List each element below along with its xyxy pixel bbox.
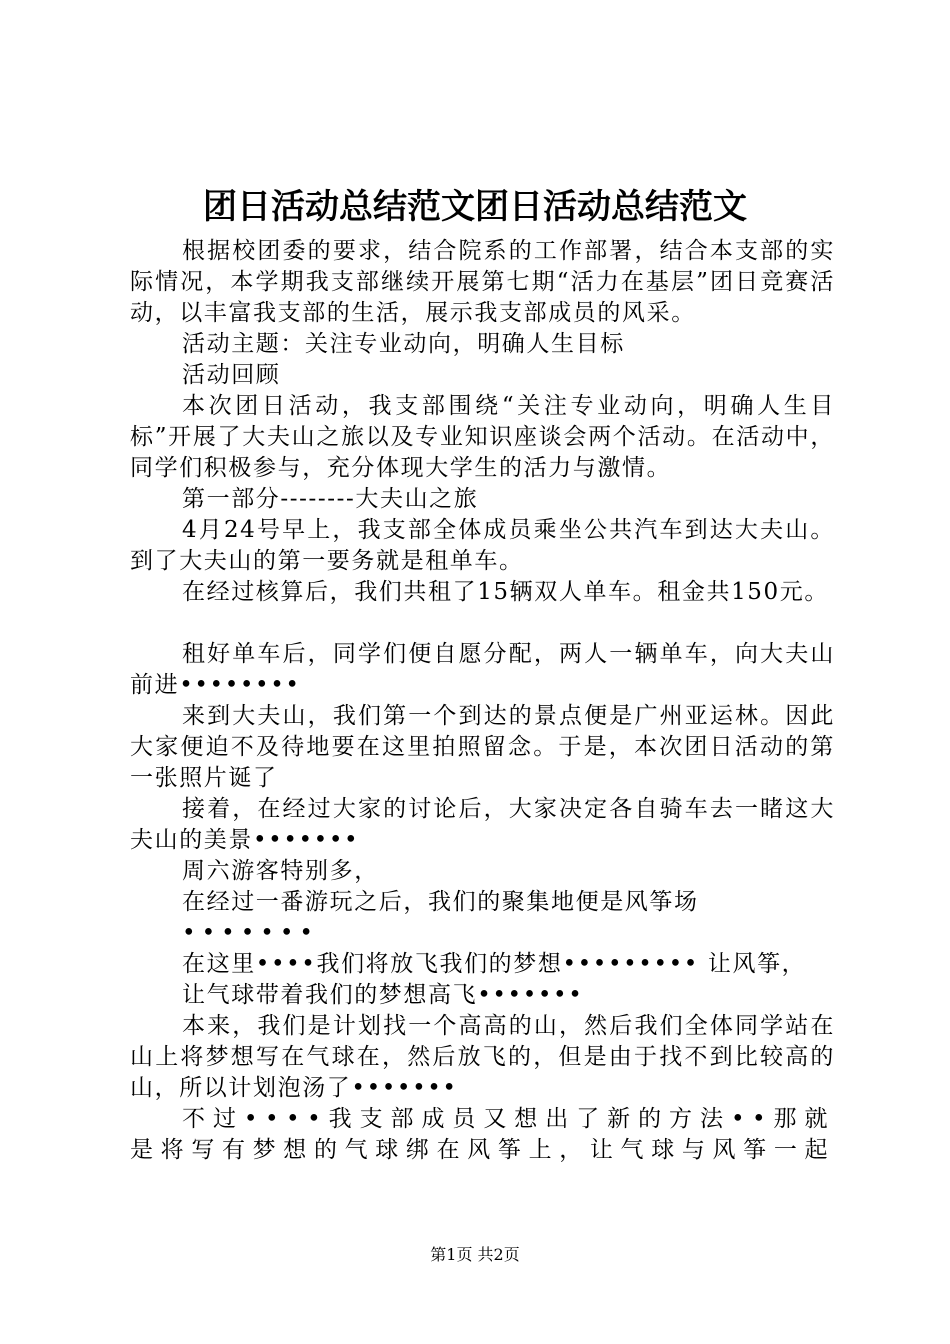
document-body (130, 236, 835, 1166)
paragraph-saturday: 周六游客特别多， (182, 858, 379, 884)
document-title: 团日活动总结范文团日活动总结范文 (203, 187, 747, 227)
page-footer: 第1页 共2页 (430, 1245, 520, 1264)
paragraph-theme: 活动主题：关注专业动向，明确人生目标 (182, 331, 625, 357)
paragraph-ellipsis: ••••••• (182, 920, 319, 946)
paragraph-intro: 根据校团委的要求，结合院系的工作部署，结合本支部的实际情况，本学期我支部继续开展第七期“活力在基层”团日竞赛活动，以丰富我支部的生活，展示我支部成员的风采。 (130, 238, 835, 326)
paragraph-ride-forward: 租好单车后，同学们便自愿分配，两人一辆单车，向大夫山前进•••••••• (130, 641, 835, 698)
paragraph-new-method: 不过••••我支部成员又想出了新的方法••那就是将写有梦想的气球绑在风筝上，让气球与风筝一起 (130, 1106, 835, 1163)
paragraph-scenery: 接着，在经过大家的讨论后，大家决定各自骑车去一睹这大夫山的美景••••••• (130, 796, 835, 853)
paragraph-part-one-heading: 第一部分--------大夫山之旅 (182, 486, 479, 512)
paragraph-original-plan: 本来，我们是计划找一个高高的山，然后我们全体同学站在山上将梦想写在气球在，然后放飞的，但是由于找不到比较高的山，所以计划泡汤了••••••• (130, 1013, 835, 1101)
paragraph-review-heading: 活动回顾 (182, 362, 281, 388)
paragraph-kite-field: 在经过一番游玩之后，我们的聚集地便是风筝场 (182, 889, 699, 915)
paragraph-review: 本次团日活动，我支部围绕“关注专业动向，明确人生目标”开展了大夫山之旅以及专业知识座谈会两个活动。在活动中，同学们积极参与，充分体现大学生的活力与激情。 (130, 393, 835, 481)
paragraph-asian-games-forest: 来到大夫山，我们第一个到达的景点便是广州亚运林。因此大家便迫不及待地要在这里拍照留念。于是，本次团日活动的第一张照片诞了 (130, 703, 835, 791)
paragraph-arrival: 4月24号早上，我支部全体成员乘坐公共汽车到达大夫山。到了大夫山的第一要务就是租单车。 (130, 517, 835, 574)
paragraph-dreams: 在这里••••我们将放飞我们的梦想••••••••• 让风筝， (182, 951, 807, 977)
paragraph-blank (130, 608, 835, 639)
paragraph-bike-rental: 在经过核算后，我们共租了15辆双人单车。租金共150元。 (182, 579, 829, 605)
paragraph-balloons: 让气球带着我们的梦想高飞••••••• (182, 982, 584, 1008)
